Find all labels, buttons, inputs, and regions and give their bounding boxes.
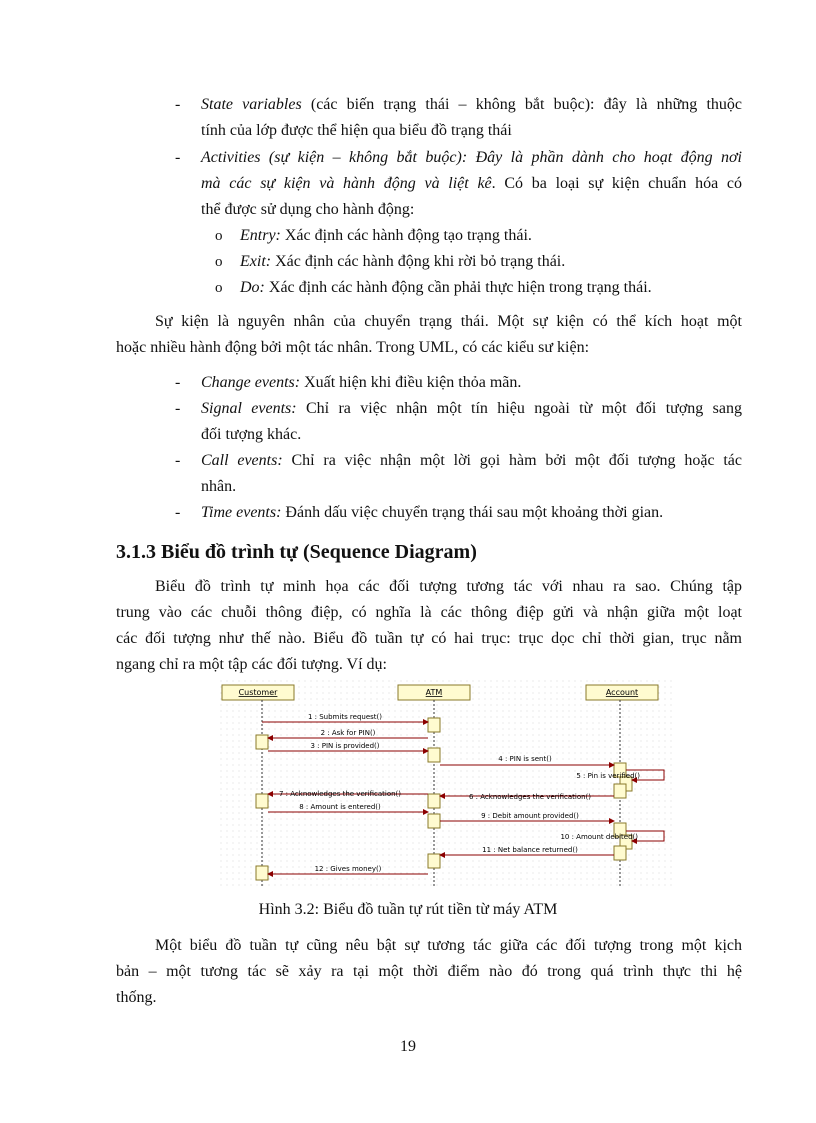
list-item-cont: tính của lớp được thể hiện qua biểu đồ trạng thái [201, 122, 512, 139]
activation-box [256, 735, 268, 749]
paragraph-line: các đối tượng như thế nào. Biểu đồ tuần tự có hai trục: trục dọc chỉ thời gian, trục nằm [116, 630, 742, 647]
sub-item: Do: Xác định các hành động cần phải thực hiện trong trạng thái. [240, 279, 652, 296]
event-item: Call events: Chỉ ra việc nhận một lời gọi hàm bởi một đối tượng hoặc tác [201, 452, 743, 469]
lifeline-label-account: Account [605, 688, 639, 697]
sub-item: Entry: Xác định các hành động tạo trạng thái. [240, 227, 532, 244]
message-label: 9 : Debit amount provided() [481, 812, 579, 820]
message-label: 6 : Acknowledges the verification() [469, 793, 591, 801]
message-label: 11 : Net balance returned() [482, 846, 578, 854]
activation-box [428, 748, 440, 762]
activation-box [256, 866, 268, 880]
bullet-dash: - [175, 504, 181, 521]
lifeline-label-customer: Customer [238, 688, 278, 697]
bullet-circle: o [215, 280, 223, 296]
message-label: 3 : PIN is provided() [310, 742, 380, 750]
bullet-dash: - [175, 374, 181, 391]
paragraph-line: Một biểu đồ tuần tự cũng nêu bật sự tương tác giữa các đối tượng trong một kịch [155, 937, 742, 954]
sequence-diagram [220, 680, 676, 886]
activation-box [614, 846, 626, 860]
paragraph-line: ngang chỉ ra một tập các đối tượng. Ví dụ: [116, 656, 387, 673]
message-label: 5 : Pin is verified() [576, 772, 640, 780]
bullet-dash: - [175, 96, 181, 113]
term: State variables [201, 96, 302, 113]
list-item-cont: mà các sự kiện và hành động và liệt kê. Có ba loại sự kiện chuẩn hóa có [201, 175, 743, 192]
event-item: Change events: Xuất hiện khi điều kiện thỏa mãn. [201, 374, 522, 391]
message-label: 2 : Ask for PIN() [320, 729, 376, 737]
paragraph-line: trung vào các chuỗi thông điệp, có nghĩa là các thông điệp gửi và nhận giữa một loạt [116, 604, 742, 621]
list-item-cont: thể được sử dụng cho hành động: [201, 201, 415, 218]
page-number: 19 [400, 1038, 416, 1055]
message-label: 1 : Submits request() [307, 713, 383, 721]
list-item: Activities (sự kiện – không bắt buộc): Đây là phần dành cho hoạt động nơi [201, 149, 742, 166]
paragraph-line: Sự kiện là nguyên nhân của chuyển trạng thái. Một sự kiện có thể kích hoạt một [155, 313, 742, 330]
event-item-cont: đối tượng khác. [201, 426, 302, 443]
bullet-dash: - [175, 452, 181, 469]
activation-box [428, 794, 440, 808]
lifeline-label-atm: ATM [425, 688, 443, 697]
message-label: 12 : Gives money() [314, 865, 382, 873]
activation-box [256, 794, 268, 808]
paragraph-line: hoặc nhiều hành động bởi một tác nhân. Trong UML, có các kiểu sư kiện: [116, 339, 590, 356]
paragraph-line: thống. [116, 989, 157, 1006]
sub-item: Exit: Xác định các hành động khi rời bỏ trạng thái. [240, 253, 566, 270]
activation-box [428, 718, 440, 732]
paragraph-line: Biểu đồ trình tự minh họa các đối tượng tương tác với nhau ra sao. Chúng tập [155, 578, 742, 595]
bullet-dash: - [175, 149, 181, 166]
event-item: Signal events: Chỉ ra việc nhận một tín hiệu ngoài từ một đối tượng sang [201, 400, 742, 417]
section-heading: 3.1.3 Biểu đồ trình tự (Sequence Diagram) [116, 541, 477, 563]
paragraph-line: bản – một tương tác sẽ xảy ra tại một thời điểm nào đó trong quá trình thực thi hệ [116, 963, 742, 980]
bullet-circle: o [215, 254, 223, 270]
activation-box [614, 784, 626, 798]
list-item: State variables (các biến trạng thái – không bắt buộc): đây là những thuộc [201, 96, 742, 113]
event-item: Time events: Đánh dấu việc chuyển trạng thái sau một khoảng thời gian. [201, 504, 664, 521]
event-item-cont: nhân. [201, 478, 237, 495]
message-label: 4 : PIN is sent() [498, 755, 552, 763]
message-label: 7 : Acknowledges the verification() [279, 790, 401, 798]
message-label: 8 : Amount is entered() [299, 803, 381, 811]
bullet-circle: o [215, 228, 223, 244]
activation-box [428, 814, 440, 828]
message-label: 10 : Amount debited() [560, 833, 638, 841]
figure-caption: Hình 3.2: Biểu đồ tuần tự rút tiền từ máy ATM [258, 901, 558, 918]
activation-box [428, 854, 440, 868]
bullet-dash: - [175, 400, 181, 417]
